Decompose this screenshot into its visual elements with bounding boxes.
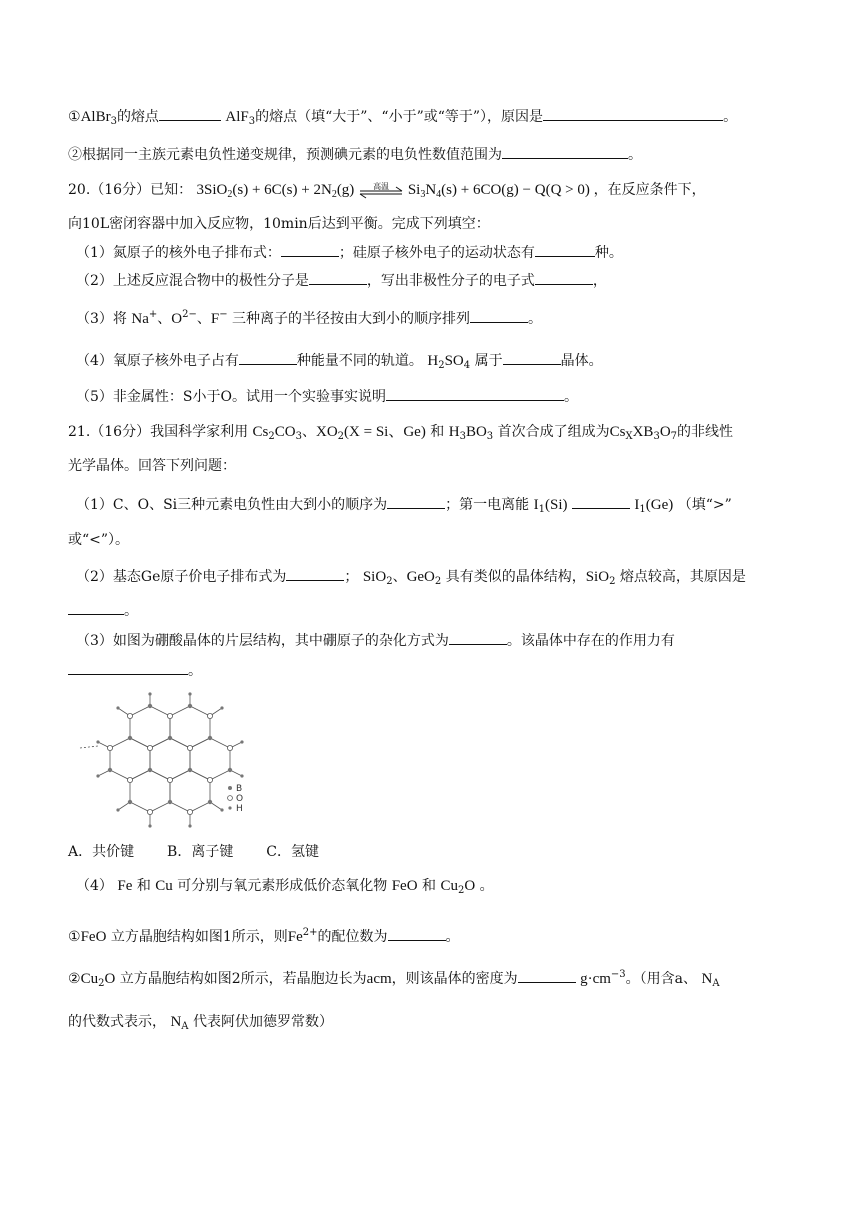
q21-part-4: （4） Fe 和 Cu 可分别与氧元素形成低价态氧化物 FeO 和 $Cu_2O$ 。 [76, 878, 494, 896]
answer-blank[interactable] [159, 106, 221, 121]
legend-label-b: B [236, 784, 243, 794]
answer-blank[interactable] [281, 242, 339, 257]
answer-blank[interactable] [535, 270, 593, 285]
q20-part-3: （3）将 Na+、$O^{2-}$、F− 三种离子的半径按由大到小的顺序排列 。 [76, 309, 543, 327]
option-c[interactable]: C．氢键 [266, 844, 319, 860]
answer-blank[interactable] [386, 386, 564, 401]
q21-intro: 光学晶体。回答下列问题： [68, 458, 236, 474]
q19-item-2: ②根据同一主族元素电负性递变规律，预测碘元素的电负性数值范围为 。 [68, 144, 798, 165]
q21-part-2: （2）基态Ge原子价电子排布式为 ； SiO$_2$、GeO$_2$ 具有类似的晶体结构，SiO$_2$ 熔点较高，其原因是 [76, 566, 806, 587]
equilibrium-arrow: 高温 [358, 181, 404, 201]
answer-blank[interactable] [518, 968, 576, 983]
answer-blank[interactable] [572, 494, 630, 509]
option-a[interactable]: A．共价键 [68, 844, 135, 860]
q21-sub-2-cont: 的代数式表示， $N_A$ 代表阿伏加德罗常数） [68, 1014, 333, 1032]
answer-blank[interactable] [388, 926, 446, 941]
q21-part-1: （1）C、O、Si三种元素电负性由大到小的顺序为 ；第一电离能 $I_1(Si)$ $I_1(Ge)$ （填“>” [76, 494, 806, 515]
answer-blank[interactable] [286, 566, 344, 581]
boric-acid-layer-diagram [70, 686, 260, 836]
q21-sub-1: ①FeO 立方晶胞结构如图1所示，则$Fe^{2+}$的配位数为 。 [68, 927, 460, 945]
answer-blank[interactable] [502, 144, 628, 159]
answer-blank[interactable] [543, 106, 723, 121]
answer-blank[interactable] [449, 630, 507, 645]
reaction-equation: $3SiO_2(s) + 6C(s) + 2N_2(g)$ 高温 $Si_3N_4(s) + 6CO(g) - Q(Q > 0)$ [196, 181, 590, 200]
q21-options [68, 842, 798, 862]
answer-blank[interactable] [68, 600, 124, 615]
q21-part-1-cont: 或“<”）。 [68, 532, 130, 548]
boric-acid-structure-figure [70, 686, 260, 836]
q20-intro: 向10L密闭容器中加入反应物，10min后达到平衡。完成下列填空： [68, 216, 490, 232]
q20-part-2: （2）上述反应混合物中的极性分子是 ，写出非极性分子的电子式 ， [76, 270, 806, 291]
answer-blank[interactable] [535, 242, 595, 257]
q19-item-1: ①AlBr$_3$的熔点 AlF$_3$的熔点（填“大于”、“小于”或“等于”），原因是 。 [68, 106, 798, 127]
option-b[interactable]: B．离子键 [167, 844, 234, 860]
q21-part-2-cont: 。 [68, 600, 798, 621]
q20-header: 20.（16分）已知： $3SiO_2(s) + 6C(s) + 2N_2(g)$ 高温 $Si_3N_4(s) + 6CO(g) - Q(Q > 0)$ ，在反应条件下， [68, 181, 706, 200]
q21-part-3: （3）如图为硼酸晶体的片层结构，其中硼原子的杂化方式为 。该晶体中存在的作用力有 [76, 630, 806, 651]
answer-blank[interactable] [309, 270, 367, 285]
legend-label-h: H [236, 804, 243, 814]
q21-part-3-cont: 。 [68, 660, 798, 681]
answer-blank[interactable] [470, 308, 528, 323]
structure-legend [228, 784, 243, 814]
q20-part-1: （1）氮原子的核外电子排布式： ；硅原子核外电子的运动状态有 种。 [76, 242, 806, 263]
legend-label-o: O [236, 794, 244, 804]
answer-blank[interactable] [387, 494, 445, 509]
q21-sub-2: $②Cu_2O$ 立方晶胞结构如图2所示，若晶胞边长为acm，则该晶体的密度为 $g\cdot cm^{-3}$。（用含a、 $N_A$ [68, 969, 720, 989]
q20-part-4: （4）氧原子核外电子占有 种能量不同的轨道。 $H_2SO_4$ 属于 晶体。 [76, 350, 806, 371]
equilibrium-arrow-icon [358, 181, 404, 201]
q20-part-5: （5）非金属性：S小于O。试用一个实验事实说明 。 [76, 386, 806, 407]
answer-blank[interactable] [503, 350, 561, 365]
answer-blank[interactable] [68, 660, 188, 675]
q21-header: 21.（16分）我国科学家利用 $Cs_2CO_3$、$XO_2(X = Si$、Ge) 和 $H_3BO_3$ 首次合成了组成为$Cs_XXB_3O_7$的非线性 [68, 424, 734, 442]
answer-blank[interactable] [239, 350, 297, 365]
